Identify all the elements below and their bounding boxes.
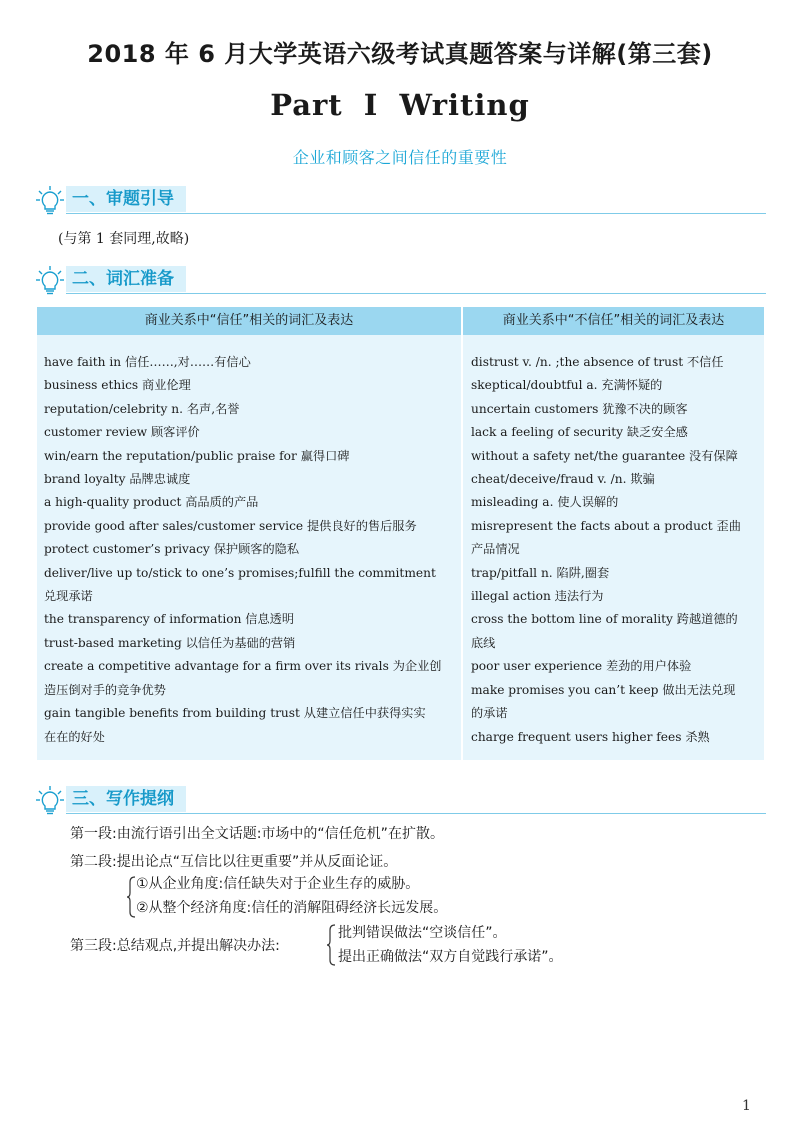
section-title: 二、词汇准备	[66, 266, 186, 292]
outline-paragraph-1: 第一段:由流行语引出全文话题:市场中的“信任危机”在扩散。	[70, 826, 444, 842]
vocab-line: provide good after sales/customer service 提供良好的售后服务	[44, 518, 417, 533]
section-title: 一、审题引导	[66, 186, 186, 212]
section-divider	[66, 293, 766, 294]
trust-vocabulary-column	[44, 351, 456, 749]
vocab-line: gain tangible benefits from building trust 从建立信任中获得实实	[44, 706, 426, 721]
section-divider	[66, 813, 766, 814]
column-divider	[461, 307, 463, 760]
vocab-line: cheat/deceive/fraud v. /n. 欺骗	[471, 472, 655, 487]
outline-point-2: ②从整个经济角度:信任的消解阻碍经济长远发展。	[136, 900, 448, 916]
vocab-line: business ethics 商业伦理	[44, 378, 191, 393]
outline-solution-1: 批判错误做法“空谈信任”。	[338, 925, 507, 941]
vocab-line: customer review 顾客评价	[44, 425, 200, 440]
outline-solution-2: 提出正确做法“双方自觉践行承诺”。	[338, 949, 563, 965]
vocab-line: the transparency of information 信息透明	[44, 612, 295, 627]
vocab-line: protect customer’s privacy 保护顾客的隐私	[44, 542, 300, 557]
vocab-line: uncertain customers 犹豫不决的顾客	[471, 401, 688, 416]
vocab-line: trust-based marketing 以信任为基础的营销	[44, 635, 296, 650]
vocab-line: poor user experience 差劲的用户体验	[471, 659, 692, 674]
vocab-line: distrust v. /n. ;the absence of trust 不信任	[471, 355, 724, 369]
section-divider	[66, 213, 766, 214]
brace-icon	[326, 924, 336, 966]
page-number: 1	[742, 1098, 751, 1114]
section-header-3	[36, 786, 766, 816]
vocab-line: win/earn the reputation/public praise for 赢得口碑	[44, 448, 350, 463]
outline-paragraph-2: 第二段:提出论点“互信比以往更重要”并从反面论证。	[70, 854, 398, 870]
section-header-1	[36, 186, 766, 216]
vocab-line: 造压倒对手的竞争优势	[44, 682, 166, 697]
vocab-line: 兑现承诺	[44, 589, 93, 604]
outline-point-1: ①从企业角度:信任缺失对于企业生存的威胁。	[136, 876, 420, 892]
vocab-line: reputation/celebrity n. 名声,名誉	[44, 401, 240, 416]
vocab-line: have faith in 信任……,对……有信心	[44, 355, 251, 369]
table-header-trust: 商业关系中“信任”相关的词汇及表达	[37, 307, 461, 335]
table-header-distrust: 商业关系中“不信任”相关的词汇及表达	[463, 307, 764, 335]
vocabulary-table	[37, 307, 764, 760]
vocab-line: deliver/live up to/stick to one’s promises;fulfill the commitment	[44, 565, 436, 580]
vocab-line: cross the bottom line of morality 跨越道德的	[471, 612, 738, 627]
vocab-line: 底线	[471, 635, 496, 650]
vocab-line: skeptical/doubtful a. 充满怀疑的	[471, 378, 663, 393]
vocab-line: make promises you can’t keep 做出无法兑现	[471, 682, 736, 697]
vocab-line: create a competitive advantage for a firm over its rivals 为企业创	[44, 659, 442, 674]
vocab-line: lack a feeling of security 缺乏安全感	[471, 425, 688, 440]
vocab-line: without a safety net/the guarantee 没有保障	[471, 448, 738, 463]
section-title: 三、写作提纲	[66, 786, 186, 812]
vocab-line: misrepresent the facts about a product 歪曲	[471, 518, 741, 533]
section-header-2	[36, 266, 766, 296]
brace-icon	[126, 876, 136, 918]
vocab-line: brand loyalty 品牌忠诚度	[44, 472, 191, 487]
lightbulb-icon	[36, 185, 64, 215]
lightbulb-icon	[36, 265, 64, 295]
distrust-vocabulary-column	[471, 351, 758, 749]
vocab-line: charge frequent users higher fees 杀熟	[471, 729, 710, 744]
vocab-line: 在在的好处	[44, 729, 105, 744]
vocab-line: misleading a. 使人误解的	[471, 495, 619, 510]
vocab-line: a high-quality product 高品质的产品	[44, 495, 259, 510]
document-title: 2018 年 6 月大学英语六级考试真题答案与详解(第三套)	[87, 40, 713, 68]
vocab-line: illegal action 违法行为	[471, 589, 604, 604]
part-title: Part I Writing	[270, 88, 530, 122]
essay-topic: 企业和顾客之间信任的重要性	[292, 148, 508, 167]
outline-paragraph-3: 第三段:总结观点,并提出解决办法:	[70, 938, 280, 954]
section-note: (与第 1 套同理,故略)	[58, 231, 190, 247]
vocab-line: 的承诺	[471, 706, 508, 721]
vocab-line: 产品情况	[471, 542, 520, 557]
vocab-line: trap/pitfall n. 陷阱,圈套	[471, 565, 610, 580]
lightbulb-icon	[36, 785, 64, 815]
